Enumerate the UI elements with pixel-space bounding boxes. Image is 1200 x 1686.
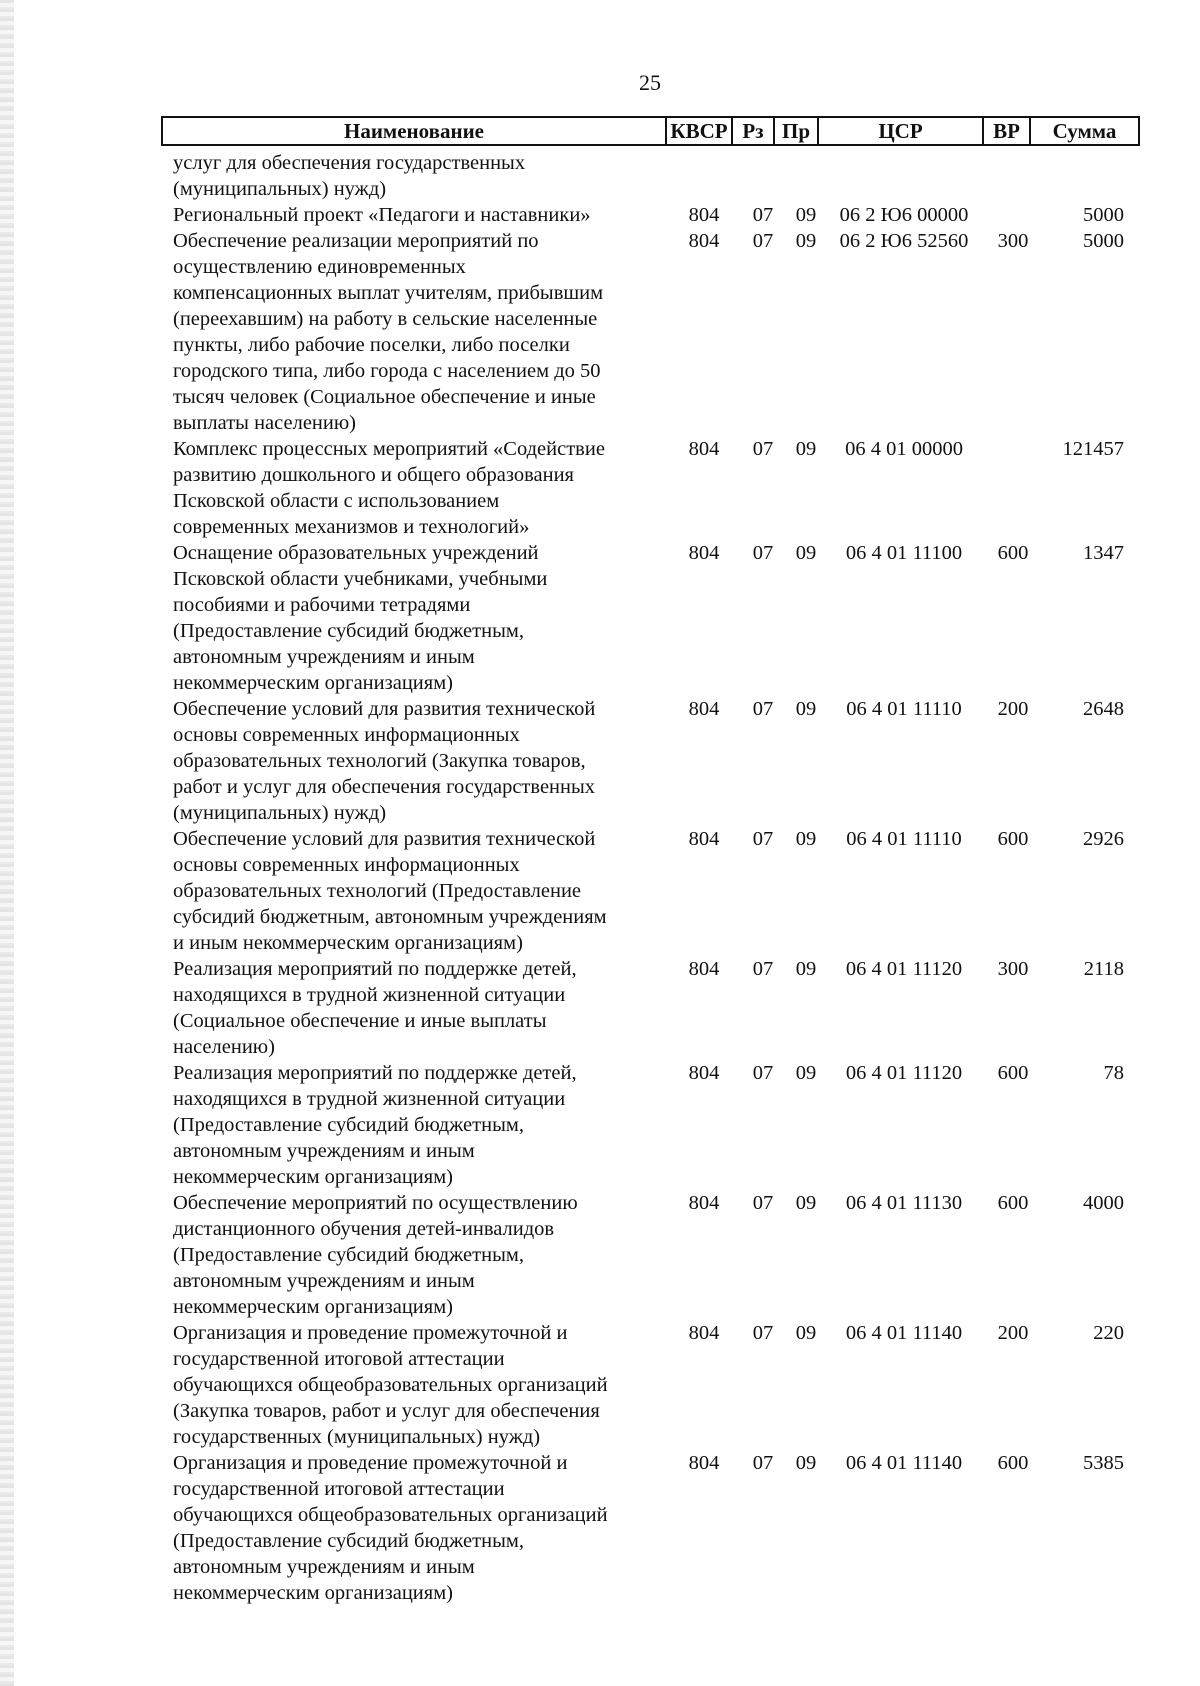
row-name-line: обучающихся общеобразовательных организаций — [173, 1374, 608, 1396]
cell-pr: 09 — [795, 1062, 817, 1084]
row-name — [173, 1450, 653, 1606]
cell-pr: 09 — [795, 230, 817, 252]
row-name-line: некоммерческим организациям) — [173, 1296, 453, 1318]
cell-vr: 200 — [997, 1322, 1029, 1344]
cell-vr: 600 — [997, 1452, 1029, 1474]
row-name-line: Оснащение образовательных учреждений — [173, 542, 539, 564]
cell-rz: 07 — [752, 1192, 774, 1214]
row-name-line: автономным учреждениям и иным — [173, 1270, 475, 1292]
row-name-line: (Предоставление субсидий бюджетным, — [173, 1244, 524, 1266]
row-name-line: Псковской области учебниками, учебными — [173, 568, 548, 590]
cell-rz: 07 — [752, 542, 774, 564]
row-name-line: осуществлению единовременных — [173, 256, 466, 278]
row-name-line: (Предоставление субсидий бюджетным, — [173, 1530, 524, 1552]
row-name — [173, 436, 653, 540]
header-name: Наименование — [161, 116, 667, 146]
cell-pr: 09 — [795, 1192, 817, 1214]
cell-rz: 07 — [752, 230, 774, 252]
cell-kvsr: 804 — [688, 204, 720, 226]
cell-rz: 07 — [752, 1452, 774, 1474]
cell-rz: 07 — [752, 958, 774, 980]
row-name-line: образовательных технологий (Закупка товаров, — [173, 750, 586, 772]
header-rz: Рз — [733, 116, 775, 146]
cell-sum: 121457 — [1062, 438, 1124, 460]
cell-csr: 06 4 01 11120 — [845, 1062, 963, 1084]
cell-csr: 06 4 01 11110 — [846, 698, 962, 720]
row-name-line: некоммерческим организациям) — [173, 1166, 453, 1188]
cell-sum: 2926 — [1083, 828, 1124, 850]
row-name — [173, 1060, 653, 1190]
row-name-line: находящихся в трудной жизненной ситуации — [173, 984, 566, 1006]
row-name-line: государственной итоговой аттестации — [173, 1478, 505, 1500]
row-name-line: Комплекс процессных мероприятий «Содействие — [173, 438, 605, 460]
row-name — [173, 228, 653, 436]
cell-sum: 220 — [1093, 1322, 1124, 1344]
row-name-line: пункты, либо рабочие поселки, либо поселки — [173, 334, 570, 356]
row-name-line: услуг для обеспечения государственных — [173, 152, 526, 174]
cell-sum: 5000 — [1083, 204, 1124, 226]
cell-csr: 06 4 01 00000 — [845, 438, 963, 460]
row-name-line: государственной итоговой аттестации — [173, 1348, 505, 1370]
row-name-line: субсидий бюджетным, автономным учреждениям — [173, 906, 607, 928]
page-number: 25 — [639, 70, 661, 95]
row-name-line: некоммерческим организациям) — [173, 672, 453, 694]
cell-vr: 300 — [997, 958, 1029, 980]
cell-vr: 600 — [997, 1062, 1029, 1084]
row-name-line: развитию дошкольного и общего образования — [173, 464, 574, 486]
row-name-line: (Предоставление субсидий бюджетным, — [173, 1114, 524, 1136]
cell-kvsr: 804 — [688, 1322, 720, 1344]
row-name-line: Организация и проведение промежуточной и — [173, 1322, 568, 1344]
row-name-line: государственных (муниципальных) нужд) — [173, 1426, 541, 1448]
row-name-line: образовательных технологий (Предоставление — [173, 880, 582, 902]
cell-csr: 06 4 01 11130 — [845, 1192, 963, 1214]
cell-rz: 07 — [752, 698, 774, 720]
row-name — [173, 1320, 653, 1450]
header-pr: Пр — [775, 116, 819, 146]
row-name-line: городского типа, либо города с населением до 50 — [173, 360, 601, 382]
row-name — [173, 540, 653, 696]
row-name-line: (муниципальных) нужд) — [173, 802, 387, 824]
row-name-line: автономным учреждениям и иным — [173, 1140, 475, 1162]
row-name-line: (переехавшим) на работу в сельские населенные — [173, 308, 598, 330]
row-name — [173, 696, 653, 826]
row-name-line: некоммерческим организациям) — [173, 1582, 453, 1604]
row-name-line: Обеспечение мероприятий по осуществлению — [173, 1192, 578, 1214]
row-name-line: (Социальное обеспечение и иные выплаты — [173, 1010, 547, 1032]
cell-sum: 4000 — [1083, 1192, 1124, 1214]
row-name-line: Обеспечение условий для развития технической — [173, 828, 596, 850]
header-sum: Сумма — [1031, 116, 1140, 146]
row-name-line: Псковской области с использованием — [173, 490, 500, 512]
cell-pr: 09 — [795, 1452, 817, 1474]
row-name-line: автономным учреждениям и иным — [173, 646, 475, 668]
cell-kvsr: 804 — [688, 828, 720, 850]
cell-vr: 600 — [997, 828, 1029, 850]
row-name-line: современных механизмов и технологий» — [173, 516, 530, 538]
cell-kvsr: 804 — [688, 958, 720, 980]
cell-sum: 5385 — [1083, 1452, 1124, 1474]
cell-pr: 09 — [795, 204, 817, 226]
cell-pr: 09 — [795, 958, 817, 980]
cell-sum: 2648 — [1083, 698, 1124, 720]
row-name-line: выплаты населению) — [173, 412, 357, 434]
cell-vr: 300 — [997, 230, 1029, 252]
header-kvsr: КВСР — [667, 116, 733, 146]
row-name-line: обучающихся общеобразовательных организаций — [173, 1504, 608, 1526]
row-name-line: (Закупка товаров, работ и услуг для обеспечения — [173, 1400, 600, 1422]
row-name-line: и иным некоммерческим организациям) — [173, 932, 523, 954]
row-name-line: дистанционного обучения детей-инвалидов — [173, 1218, 555, 1240]
cell-pr: 09 — [795, 542, 817, 564]
cell-csr: 06 2 Ю6 00000 — [839, 204, 969, 226]
header-csr: ЦСР — [819, 116, 984, 146]
cell-csr: 06 4 01 11140 — [845, 1322, 963, 1344]
cell-pr: 09 — [795, 438, 817, 460]
row-name-line: населению) — [173, 1036, 275, 1058]
cell-vr: 200 — [997, 698, 1029, 720]
cell-kvsr: 804 — [688, 542, 720, 564]
cell-pr: 09 — [795, 698, 817, 720]
row-name-line: Обеспечение реализации мероприятий по — [173, 230, 539, 252]
row-name-line: Реализация мероприятий по поддержке детей, — [173, 1062, 577, 1084]
row-name-line: находящихся в трудной жизненной ситуации — [173, 1088, 566, 1110]
cell-kvsr: 804 — [688, 1452, 720, 1474]
cell-rz: 07 — [752, 438, 774, 460]
cell-rz: 07 — [752, 204, 774, 226]
row-name — [173, 150, 653, 202]
row-name — [173, 202, 653, 228]
cell-kvsr: 804 — [688, 698, 720, 720]
row-name-line: пособиями и рабочими тетрадями — [173, 594, 471, 616]
cell-vr: 600 — [997, 1192, 1029, 1214]
row-name-line: Организация и проведение промежуточной и — [173, 1452, 568, 1474]
row-name-line: Обеспечение условий для развития технической — [173, 698, 596, 720]
cell-sum: 78 — [1103, 1062, 1124, 1084]
cell-sum: 1347 — [1083, 542, 1124, 564]
cell-kvsr: 804 — [688, 230, 720, 252]
row-name-line: (Предоставление субсидий бюджетным, — [173, 620, 524, 642]
row-name-line: (муниципальных) нужд) — [173, 178, 387, 200]
cell-vr: 600 — [997, 542, 1029, 564]
row-name-line: автономным учреждениям и иным — [173, 1556, 475, 1578]
scan-edge-artifact — [0, 0, 14, 1686]
cell-csr: 06 4 01 11100 — [845, 542, 963, 564]
cell-kvsr: 804 — [688, 1192, 720, 1214]
row-name-line: Реализация мероприятий по поддержке детей, — [173, 958, 577, 980]
row-name-line: основы современных информационных — [173, 854, 520, 876]
row-name — [173, 1190, 653, 1320]
row-name-line: компенсационных выплат учителям, прибывшим — [173, 282, 604, 304]
row-name-line: Региональный проект «Педагоги и наставники» — [173, 204, 591, 226]
row-name — [173, 956, 653, 1060]
cell-kvsr: 804 — [688, 438, 720, 460]
row-name-line: основы современных информационных — [173, 724, 520, 746]
cell-pr: 09 — [795, 828, 817, 850]
cell-csr: 06 4 01 11110 — [846, 828, 962, 850]
row-name-line: тысяч человек (Социальное обеспечение и иные — [173, 386, 596, 408]
cell-csr: 06 4 01 11140 — [845, 1452, 963, 1474]
cell-rz: 07 — [752, 1062, 774, 1084]
cell-csr: 06 2 Ю6 52560 — [839, 230, 969, 252]
row-name-line: работ и услуг для обеспечения государственных — [173, 776, 596, 798]
cell-sum: 2118 — [1083, 958, 1124, 980]
header-vr: ВР — [984, 116, 1031, 146]
cell-pr: 09 — [795, 1322, 817, 1344]
cell-rz: 07 — [752, 828, 774, 850]
cell-csr: 06 4 01 11120 — [845, 958, 963, 980]
cell-kvsr: 804 — [688, 1062, 720, 1084]
row-name — [173, 826, 653, 956]
cell-rz: 07 — [752, 1322, 774, 1344]
cell-sum: 5000 — [1083, 230, 1124, 252]
